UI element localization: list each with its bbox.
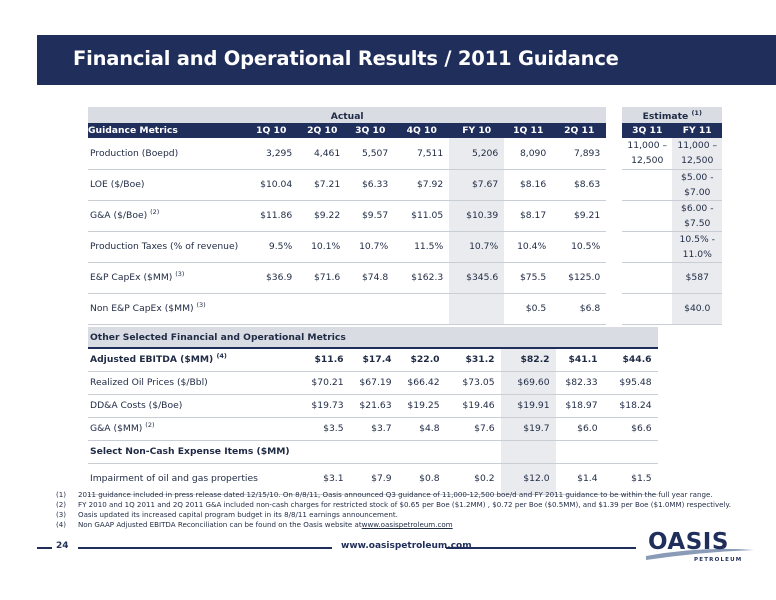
metric-value: 11.5% [394, 231, 449, 262]
metric-label: Realized Oil Prices ($/Bbl) [88, 371, 296, 394]
estimate-value: 11,000 – 12,500 [672, 138, 722, 169]
metric-value: $7.6 [446, 417, 501, 440]
metric-value: $19.46 [446, 394, 501, 417]
metric-value: $0.5 [504, 293, 552, 324]
estimate-value: $587 [672, 262, 722, 293]
estimate-value [622, 169, 672, 200]
estimate-value: $40.0 [672, 293, 722, 324]
logo-subtitle: PETROLEUM [694, 557, 743, 563]
metric-value: $12.0 [501, 463, 556, 494]
other-metric-row [88, 394, 658, 417]
metric-label: E&P CapEx ($MM) $^{(3)}$ [88, 262, 244, 293]
metric-value: $125.0 [552, 262, 606, 293]
metric-value: 7,511 [394, 138, 449, 169]
estimate-value [622, 293, 672, 324]
metric-value: $6.0 [556, 417, 604, 440]
metric-value: $8.17 [504, 200, 552, 231]
metric-label: Adjusted EBITDA ($MM) $^{(4)}$ [88, 348, 296, 371]
metric-value [346, 293, 394, 324]
other-metric-row [88, 440, 658, 463]
website-link[interactable]: www.oasispetroleum.com [361, 520, 453, 529]
actual-column-header: 2Q 10 [298, 123, 346, 138]
metric-value [394, 293, 449, 324]
metric-label: Impairment of oil and gas properties [88, 463, 296, 494]
metric-value [556, 440, 604, 463]
metric-value: $11.6 [296, 348, 350, 371]
metric-value: 10.5% [552, 231, 606, 262]
metric-value: $1.4 [556, 463, 604, 494]
metric-value: 5,507 [346, 138, 394, 169]
metric-value: 3,295 [244, 138, 298, 169]
footer-website[interactable]: www.oasispetroleum.com [341, 541, 472, 551]
metric-value: $82.33 [556, 371, 604, 394]
metric-value: $7.21 [298, 169, 346, 200]
actual-group-label: Actual [88, 107, 606, 123]
other-metric-row [88, 348, 658, 371]
metric-value [446, 440, 501, 463]
metric-value [350, 440, 398, 463]
estimate-column-header: FY 11 [672, 123, 722, 138]
metric-value: $9.22 [298, 200, 346, 231]
footnote: (1) 2011 guidance included in press release dated 12/15/10. On 8/8/11, Oasis announced Q3 guidance of 11,000-12,500 boe/d and FY 2011 guidance to be within the full year range. [56, 490, 713, 499]
guidance-table [88, 107, 722, 325]
metric-value: $44.6 [604, 348, 658, 371]
estimate-value [622, 262, 672, 293]
guidance-metrics-header: Guidance Metrics [88, 123, 244, 138]
group-header-row [88, 107, 722, 123]
metric-value: $71.6 [298, 262, 346, 293]
metric-value: $74.8 [346, 262, 394, 293]
metric-value: $6.6 [604, 417, 658, 440]
metric-value: $4.8 [398, 417, 446, 440]
column-header-row [88, 123, 722, 138]
metric-value: $3.1 [296, 463, 350, 494]
page-title: Financial and Operational Results / 2011 Guidance [73, 47, 619, 70]
guidance-row [88, 231, 722, 262]
footnote: (3) Oasis updated its increased capital program budget in its 8/8/11 earnings announcement. [56, 510, 398, 519]
metric-label: G&A ($MM) $^{(2)}$ [88, 417, 296, 440]
other-metric-row [88, 417, 658, 440]
metric-value: $1.5 [604, 463, 658, 494]
metric-value: $18.97 [556, 394, 604, 417]
actual-column-header: 1Q 11 [504, 123, 552, 138]
metric-value: $82.2 [501, 348, 556, 371]
metric-value: $10.39 [449, 200, 504, 231]
metric-label: Select Non-Cash Expense Items ($MM) [88, 440, 296, 463]
footer-rule-middle [78, 547, 332, 549]
metric-value: $9.57 [346, 200, 394, 231]
metric-label: Non E&P CapEx ($MM) $^{(3)}$ [88, 293, 244, 324]
estimate-value [622, 200, 672, 231]
metric-value [296, 440, 350, 463]
metric-value: $69.60 [501, 371, 556, 394]
other-metrics-header-row [88, 327, 658, 348]
metric-value: $19.25 [398, 394, 446, 417]
metric-value: $7.9 [350, 463, 398, 494]
actual-column-header: 1Q 10 [244, 123, 298, 138]
footnote: (4) Non GAAP Adjusted EBITDA Reconciliation can be found on the Oasis website at www.oasispetroleum.com [56, 520, 453, 529]
footer-rule-right [446, 547, 636, 549]
metric-value: $36.9 [244, 262, 298, 293]
metric-value: $19.73 [296, 394, 350, 417]
metric-label: DD&A Costs ($/Boe) [88, 394, 296, 417]
metric-value: $345.6 [449, 262, 504, 293]
footnotes [56, 490, 756, 530]
metric-value: $6.8 [552, 293, 606, 324]
estimate-value: 11,000 – 12,500 [622, 138, 672, 169]
metric-value: $67.19 [350, 371, 398, 394]
estimate-value: $6.00 - $7.50 [672, 200, 722, 231]
metric-value: 5,206 [449, 138, 504, 169]
metric-label: LOE ($/Boe) [88, 169, 244, 200]
metric-value: $31.2 [446, 348, 501, 371]
metric-value: $22.0 [398, 348, 446, 371]
metric-value: 8,090 [504, 138, 552, 169]
metric-value: $19.7 [501, 417, 556, 440]
metric-value: $66.42 [398, 371, 446, 394]
guidance-row [88, 169, 722, 200]
metric-value: 10.1% [298, 231, 346, 262]
actual-column-header: 3Q 10 [346, 123, 394, 138]
guidance-row [88, 262, 722, 293]
metric-value: $18.24 [604, 394, 658, 417]
metric-value: $7.67 [449, 169, 504, 200]
metric-value: $8.16 [504, 169, 552, 200]
logo-word: OASIS [648, 529, 729, 555]
metric-label: Production (Boepd) [88, 138, 244, 169]
metric-value: $162.3 [394, 262, 449, 293]
estimate-value [622, 231, 672, 262]
metric-value: 4,461 [298, 138, 346, 169]
metric-value: $10.04 [244, 169, 298, 200]
metric-value [298, 293, 346, 324]
page-number: 24 [56, 541, 69, 551]
metric-value: 9.5% [244, 231, 298, 262]
guidance-row [88, 200, 722, 231]
footnote: (2) FY 2010 and 1Q 2011 and 2Q 2011 G&A included non-cash charges for restricted stock of $0.65 per Boe ($1.2MM) , $0.72 per Boe ($0.5MM), and $1.39 per Boe ($1.0MM) respectively. [56, 500, 731, 509]
metric-value [604, 440, 658, 463]
metric-value: $3.7 [350, 417, 398, 440]
estimate-group-label: Estimate $^{(1)}$ [622, 107, 722, 123]
metric-label: G&A ($/Boe) $^{(2)}$ [88, 200, 244, 231]
metric-label: Production Taxes (% of revenue) [88, 231, 244, 262]
metric-value: $9.21 [552, 200, 606, 231]
metric-value: $41.1 [556, 348, 604, 371]
metric-value: $70.21 [296, 371, 350, 394]
title-bar [37, 35, 776, 85]
metric-value: $11.05 [394, 200, 449, 231]
metric-value: $75.5 [504, 262, 552, 293]
other-metrics-table [88, 327, 658, 495]
other-metrics-header: Other Selected Financial and Operational Metrics [88, 327, 658, 348]
estimate-value: 10.5% - 11.0% [672, 231, 722, 262]
metric-value [449, 293, 504, 324]
metric-value: $11.86 [244, 200, 298, 231]
metric-value: 10.4% [504, 231, 552, 262]
oasis-logo [644, 526, 756, 566]
metric-value: $21.63 [350, 394, 398, 417]
metric-value: $19.91 [501, 394, 556, 417]
metric-value: $3.5 [296, 417, 350, 440]
metric-value: $17.4 [350, 348, 398, 371]
metric-value: 10.7% [449, 231, 504, 262]
estimate-column-header: 3Q 11 [622, 123, 672, 138]
footer-rule-left [37, 547, 52, 549]
metric-value: $73.05 [446, 371, 501, 394]
estimate-value: $5.00 - $7.00 [672, 169, 722, 200]
metric-value: $95.48 [604, 371, 658, 394]
metric-value [501, 440, 556, 463]
actual-column-header: 2Q 11 [552, 123, 606, 138]
actual-column-header: 4Q 10 [394, 123, 449, 138]
metric-value: 10.7% [346, 231, 394, 262]
metric-value: $0.8 [398, 463, 446, 494]
other-metric-row [88, 371, 658, 394]
metric-value: $6.33 [346, 169, 394, 200]
metric-value [398, 440, 446, 463]
metric-value: $0.2 [446, 463, 501, 494]
guidance-row [88, 293, 722, 324]
metric-value: $8.63 [552, 169, 606, 200]
metric-value: 7,893 [552, 138, 606, 169]
actual-column-header: FY 10 [449, 123, 504, 138]
metric-value: $7.92 [394, 169, 449, 200]
guidance-row [88, 138, 722, 169]
metric-value [244, 293, 298, 324]
